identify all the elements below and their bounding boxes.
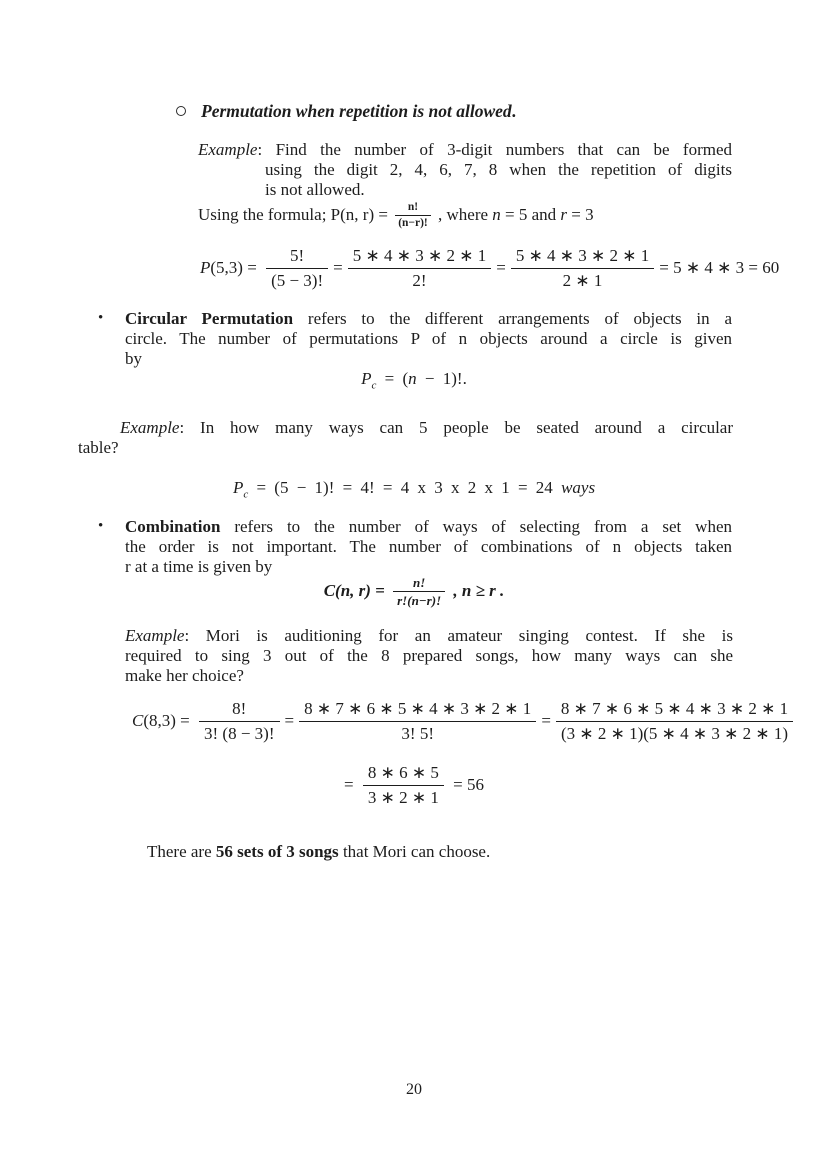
equation-result: = 5 ∗ 4 ∗ 3 = 60	[659, 258, 780, 277]
fraction-denominator: 2 ∗ 1	[562, 270, 603, 290]
paragraph-text: : Find the number of 3-digit numbers that can be formed	[257, 140, 732, 159]
paragraph-text: refers to the different arrangements of objects in a	[293, 309, 732, 328]
fraction-denominator: 3! (8 − 3)!	[204, 723, 275, 743]
conclusion-text: that Mori can choose.	[338, 842, 491, 861]
fraction	[556, 699, 793, 744]
example-3-digit-numbers	[198, 140, 732, 200]
variable-P: P	[200, 258, 211, 277]
equals-sign: =	[284, 711, 295, 730]
paragraph-line	[125, 309, 732, 329]
fraction-numerator: 8 ∗ 7 ∗ 6 ∗ 5 ∗ 4 ∗ 3 ∗ 2 ∗ 1	[299, 699, 536, 722]
subscript-c: c	[371, 379, 377, 392]
paragraph-line	[78, 418, 733, 438]
variable-n: n	[408, 369, 417, 388]
paragraph-line: using the digit 2, 4, 6, 7, 8 when the repetition of digits	[265, 160, 732, 179]
paragraph-line: make her choice?	[125, 666, 244, 685]
equation-p53	[200, 244, 779, 292]
fraction	[363, 763, 444, 808]
dot-bullet-icon: •	[98, 518, 104, 534]
term-circular-permutation: Circular Permutation	[125, 309, 294, 328]
equals-sign: =	[541, 711, 551, 730]
fraction-denominator: r!(n−r)!	[397, 592, 442, 608]
bullet-combination	[98, 517, 732, 577]
fraction-combination	[393, 575, 445, 608]
paragraph-line	[125, 517, 732, 537]
bullet-text	[125, 517, 732, 577]
paragraph-line	[125, 626, 733, 646]
fraction	[299, 699, 536, 744]
variable-P: P	[361, 369, 372, 388]
example-circular-table	[78, 418, 733, 458]
example-label: Example	[120, 418, 180, 437]
fraction	[348, 246, 491, 291]
formula-text: , where	[433, 205, 493, 224]
paragraph-text: refers to the number of ways of selecting from a set when	[220, 517, 732, 536]
variable-r: r	[560, 205, 568, 224]
ways-label: ways	[561, 478, 596, 497]
combination-formula	[0, 571, 828, 611]
fraction	[199, 699, 279, 744]
circle-bullet-icon	[176, 106, 186, 116]
paragraph-text: : Mori is auditioning for an amateur singing contest. If she is	[184, 626, 733, 645]
fraction-denominator: (3 ∗ 2 ∗ 1)(5 ∗ 4 ∗ 3 ∗ 2 ∗ 1)	[560, 723, 789, 743]
example-label: Example	[198, 140, 258, 159]
section-heading-text	[201, 101, 516, 121]
fraction-denominator: 3 ∗ 2 ∗ 1	[367, 787, 439, 807]
bullet-text	[125, 309, 732, 369]
example-label: Example	[125, 626, 185, 645]
fraction	[266, 246, 328, 291]
fraction-numerator: 8 ∗ 7 ∗ 6 ∗ 5 ∗ 4 ∗ 3 ∗ 2 ∗ 1	[556, 699, 793, 722]
fraction-numerator: 5!	[266, 246, 328, 269]
variable-n: n	[492, 205, 501, 224]
equation-text: (5,3) =	[210, 258, 262, 277]
variable-P: P	[232, 478, 244, 497]
formula-prefix: Using the formula; P(n, r) =	[198, 205, 393, 224]
fraction	[511, 246, 654, 291]
formula-lhs: C(n, r) =	[323, 581, 390, 600]
formula-text: − 1)!.	[416, 369, 467, 388]
fraction-denominator: 3! 5!	[401, 723, 434, 743]
paragraph-line: circle. The number of permutations P of n objects around a circle is given	[125, 329, 732, 348]
example-mori-singing	[125, 626, 733, 686]
fraction-numerator: n!	[393, 575, 445, 592]
conclusion-statement	[147, 842, 490, 862]
fraction-denominator: (n−r)!	[398, 216, 428, 229]
circular-permutation-formula	[0, 369, 828, 395]
heading-label: Permutation when repetition is not allowed	[201, 101, 512, 121]
circular-permutation-example-equation	[0, 478, 828, 504]
variable-C: C	[132, 711, 144, 730]
heading-period: .	[511, 101, 517, 121]
bullet-circular-permutation	[98, 309, 732, 369]
equation-c83-simplified	[0, 760, 828, 810]
fraction-denominator: (5 − 3)!	[271, 270, 324, 290]
paragraph-text: : In how many ways can 5 people be seated around a circular	[179, 418, 733, 437]
paragraph-line: table?	[78, 438, 119, 457]
paragraph-line: the order is not important. The number of combinations of n objects taken	[125, 537, 732, 556]
page-number: 20	[406, 1081, 422, 1098]
dot-bullet-icon: •	[98, 310, 104, 326]
equation-result: = 56	[448, 775, 484, 794]
formula-text: = 3	[567, 205, 594, 224]
equation-text: (8,3) =	[143, 711, 195, 730]
equals-sign: =	[333, 258, 343, 277]
paragraph-line: is not allowed.	[265, 180, 365, 199]
paragraph-line: required to sing 3 out of the 8 prepared songs, how many ways can she	[125, 646, 733, 665]
fraction-numerator: 5 ∗ 4 ∗ 3 ∗ 2 ∗ 1	[348, 246, 491, 269]
conclusion-text: There are	[147, 842, 216, 861]
formula-line-pnr	[198, 197, 594, 233]
paragraph-line	[198, 140, 732, 160]
equation-text: = (5 − 1)! = 4! = 4 x 3 x 2 x 1 = 24	[248, 478, 562, 497]
equals-sign: =	[496, 258, 506, 277]
formula-text: = 5 and	[500, 205, 561, 224]
term-combination: Combination	[125, 517, 221, 536]
subscript-c: c	[243, 488, 249, 501]
formula-text: = (	[376, 369, 409, 388]
fraction-numerator: n!	[395, 201, 431, 216]
paragraph-line: by	[125, 349, 142, 368]
formula-rhs: , n ≥ r .	[449, 581, 505, 600]
equals-sign: =	[344, 775, 358, 794]
fraction-denominator: 2!	[412, 270, 427, 290]
equation-c83	[132, 696, 798, 746]
section-heading-permutation-no-repetition	[176, 101, 516, 121]
fraction-numerator: 5 ∗ 4 ∗ 3 ∗ 2 ∗ 1	[511, 246, 654, 269]
conclusion-answer: 56 sets of 3 songs	[215, 842, 339, 861]
fraction-numerator: 8 ∗ 6 ∗ 5	[363, 763, 444, 786]
paragraph-line: r at a time is given by	[125, 557, 273, 576]
fraction-numerator: 8!	[199, 699, 279, 722]
fraction-n-factorial	[395, 201, 431, 230]
